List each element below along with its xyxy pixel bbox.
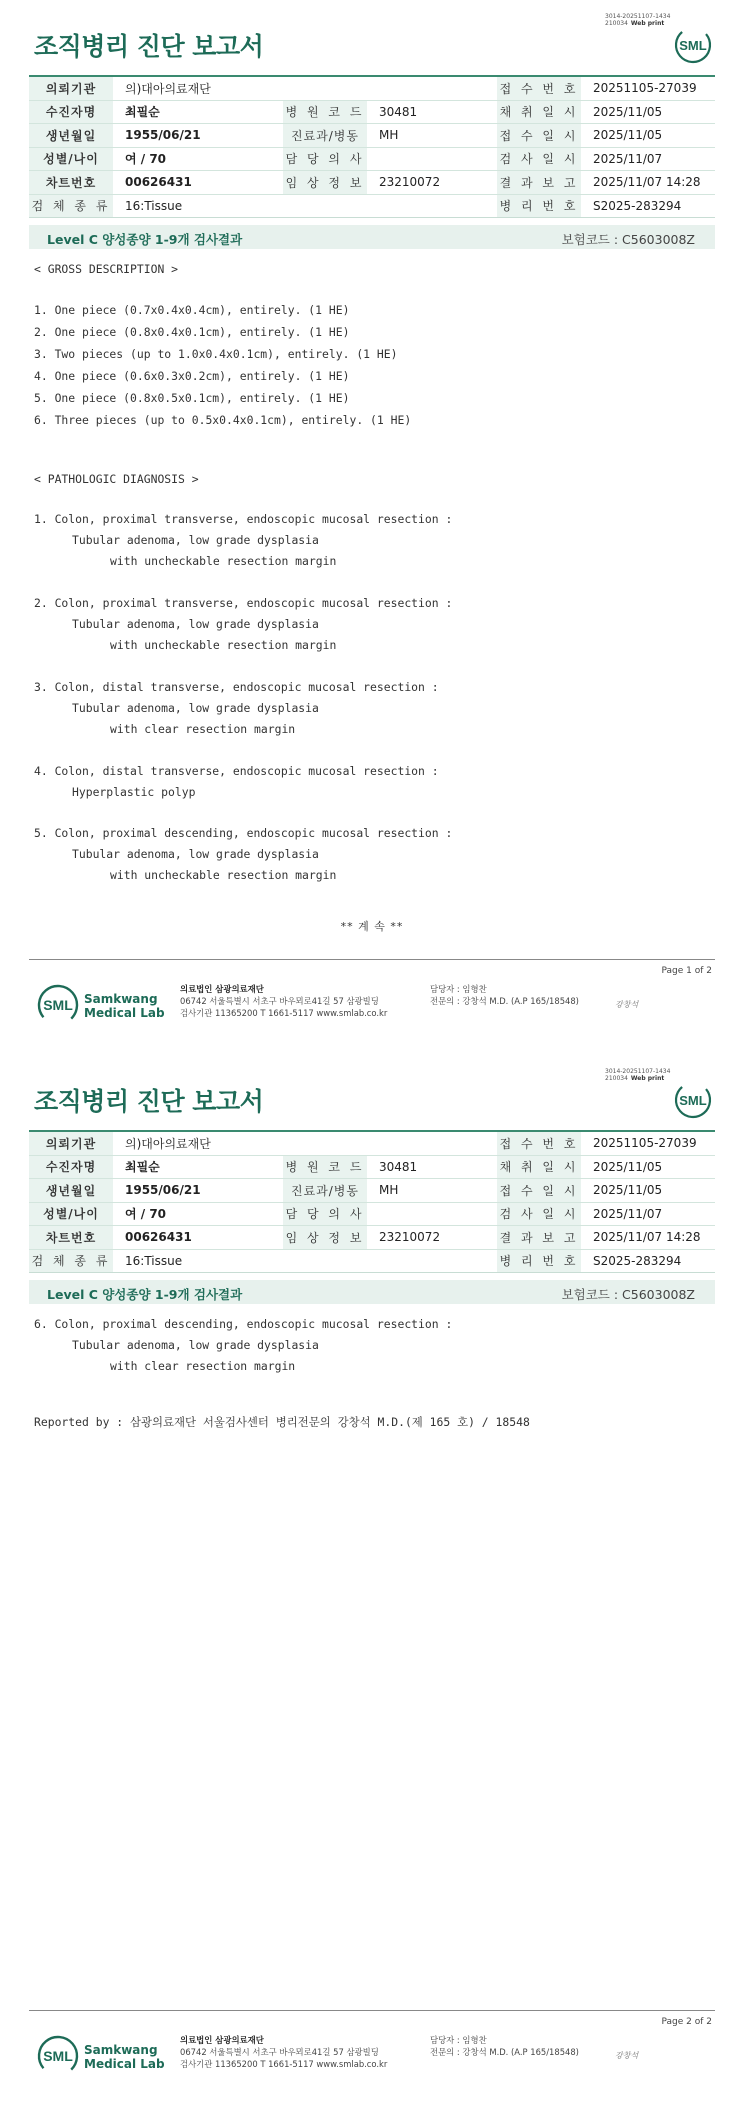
clinical-info-label: 임 상 정 보 bbox=[283, 1226, 367, 1250]
samkwang-logo-icon bbox=[36, 2034, 80, 2078]
institution-value: 의)대아의료재단 bbox=[113, 76, 497, 100]
clinical-info-value: 23210072 bbox=[367, 171, 497, 195]
info-row bbox=[29, 100, 715, 124]
exam-date-value: 2025/11/07 bbox=[581, 147, 715, 171]
doctor-value bbox=[367, 147, 497, 171]
received-date-value: 2025/11/05 bbox=[581, 124, 715, 148]
diagnosis-text: Tubular adenoma, low grade dysplasia bbox=[72, 617, 319, 631]
signature: 강창석 bbox=[615, 2051, 639, 2060]
samkwang-logo-icon bbox=[36, 983, 80, 1027]
svg-text:SML: SML bbox=[679, 38, 707, 53]
footer-organization: 의료법인 삼광의료재단 06742 서울특별시 서초구 바우뫼로41길 57 삼광빌딩 검사기관 11365200 T 1661-5117 www.smlab.co.kr bbox=[180, 2035, 388, 2069]
patient-name-label: 수진자명 bbox=[29, 1155, 113, 1179]
document-id: 3014-20251107-1434 210034 Web print bbox=[605, 1068, 671, 1082]
info-row bbox=[29, 1131, 715, 1155]
diagnosis-margin: with clear resection margin bbox=[110, 1359, 296, 1373]
report-date-value: 2025/11/07 14:28 bbox=[581, 171, 715, 195]
gross-heading: < GROSS DESCRIPTION > bbox=[34, 262, 179, 276]
specimen-type-label: 검 체 종 류 bbox=[29, 194, 113, 218]
receipt-number-label: 접 수 번 호 bbox=[497, 1131, 581, 1155]
info-row bbox=[29, 76, 715, 100]
diagnosis-margin: with uncheckable resection margin bbox=[110, 868, 337, 882]
hospital-code-value: 30481 bbox=[367, 1155, 497, 1179]
diagnosis-site: 6. Colon, proximal descending, endoscopic mucosal resection : bbox=[34, 1317, 453, 1331]
page-number: Page 1 of 2 bbox=[661, 966, 712, 976]
diagnosis-margin: with uncheckable resection margin bbox=[110, 554, 337, 568]
info-row bbox=[29, 124, 715, 148]
pathology-number-label: 병 리 번 호 bbox=[497, 1249, 581, 1273]
info-row bbox=[29, 1179, 715, 1203]
birthdate-value: 1955/06/21 bbox=[113, 1179, 283, 1203]
chart-number-label: 차트번호 bbox=[29, 171, 113, 195]
patient-name-label: 수진자명 bbox=[29, 100, 113, 124]
doctor-value bbox=[367, 1202, 497, 1226]
gross-line: 2. One piece (0.8x0.4x0.1cm), entirely. (1 HE) bbox=[34, 325, 350, 339]
hospital-code-value: 30481 bbox=[367, 100, 497, 124]
birthdate-value: 1955/06/21 bbox=[113, 124, 283, 148]
patient-name-value: 최필순 bbox=[113, 1155, 283, 1179]
diagnosis-heading: < PATHOLOGIC DIAGNOSIS > bbox=[34, 472, 199, 486]
footer-staff: 담당자 : 임형찬 전문의 : 강창석 M.D. (A.P 165/18548) bbox=[430, 984, 579, 1006]
receipt-number-label: 접 수 번 호 bbox=[497, 76, 581, 100]
collection-date-value: 2025/11/05 bbox=[581, 1155, 715, 1179]
diagnosis-site: 1. Colon, proximal transverse, endoscopic mucosal resection : bbox=[34, 512, 453, 526]
clinical-info-label: 임 상 정 보 bbox=[283, 171, 367, 195]
doctor-label: 담 당 의 사 bbox=[283, 147, 367, 171]
result-title: Level C 양성종양 1-9개 검사결과 bbox=[47, 1287, 243, 1302]
footer-divider bbox=[29, 2010, 715, 2011]
report-title: 조직병리 진단 보고서 bbox=[34, 32, 264, 61]
gross-line: 1. One piece (0.7x0.4x0.4cm), entirely. (1 HE) bbox=[34, 303, 350, 317]
result-title-bar bbox=[29, 225, 715, 249]
department-value: MH bbox=[367, 124, 497, 148]
department-label: 진료과/병동 bbox=[283, 124, 367, 148]
diagnosis-margin: with clear resection margin bbox=[110, 722, 296, 736]
gross-line: 3. Two pieces (up to 1.0x0.4x0.1cm), entirely. (1 HE) bbox=[34, 347, 398, 361]
report-page-2 bbox=[0, 1055, 744, 2104]
report-date-value: 2025/11/07 14:28 bbox=[581, 1226, 715, 1250]
info-row bbox=[29, 194, 715, 218]
patient-info-table bbox=[29, 75, 715, 218]
exam-date-value: 2025/11/07 bbox=[581, 1202, 715, 1226]
sex-age-value: 여 / 70 bbox=[113, 147, 283, 171]
institution-value: 의)대아의료재단 bbox=[113, 1131, 497, 1155]
result-title-bar bbox=[29, 1280, 715, 1304]
received-date-label: 접 수 일 시 bbox=[497, 124, 581, 148]
gross-line: 6. Three pieces (up to 0.5x0.4x0.1cm), entirely. (1 HE) bbox=[34, 413, 412, 427]
signature: 강창석 bbox=[615, 1000, 639, 1009]
diagnosis-text: Tubular adenoma, low grade dysplasia bbox=[72, 533, 319, 547]
exam-date-label: 검 사 일 시 bbox=[497, 1202, 581, 1226]
specimen-type-value: 16:Tissue bbox=[113, 1249, 497, 1273]
collection-date-value: 2025/11/05 bbox=[581, 100, 715, 124]
document-id: 3014-20251107-1434 210034 Web print bbox=[605, 13, 671, 27]
report-date-label: 결 과 보 고 bbox=[497, 1226, 581, 1250]
specimen-type-label: 검 체 종 류 bbox=[29, 1249, 113, 1273]
chart-number-value: 00626431 bbox=[113, 171, 283, 195]
patient-info-table bbox=[29, 1130, 715, 1273]
footer-brand: Samkwang Medical Lab bbox=[84, 2043, 165, 2071]
continued-marker: ** 계 속 ** bbox=[340, 920, 404, 933]
diagnosis-site: 2. Colon, proximal transverse, endoscopic mucosal resection : bbox=[34, 596, 453, 610]
department-label: 진료과/병동 bbox=[283, 1179, 367, 1203]
report-date-label: 결 과 보 고 bbox=[497, 171, 581, 195]
diagnosis-text: Tubular adenoma, low grade dysplasia bbox=[72, 701, 319, 715]
footer-organization: 의료법인 삼광의료재단 06742 서울특별시 서초구 바우뫼로41길 57 삼광빌딩 검사기관 11365200 T 1661-5117 www.smlab.co.kr bbox=[180, 984, 388, 1018]
chart-number-value: 00626431 bbox=[113, 1226, 283, 1250]
svg-text:SML: SML bbox=[679, 1093, 707, 1108]
chart-number-label: 차트번호 bbox=[29, 1226, 113, 1250]
hospital-code-label: 병 원 코 드 bbox=[283, 100, 367, 124]
patient-name-value: 최필순 bbox=[113, 100, 283, 124]
clinical-info-value: 23210072 bbox=[367, 1226, 497, 1250]
institution-label: 의뢰기관 bbox=[29, 1131, 113, 1155]
info-row bbox=[29, 1155, 715, 1179]
info-row bbox=[29, 1249, 715, 1273]
info-row bbox=[29, 1226, 715, 1250]
diagnosis-text: Tubular adenoma, low grade dysplasia bbox=[72, 847, 319, 861]
doctor-label: 담 당 의 사 bbox=[283, 1202, 367, 1226]
gross-line: 5. One piece (0.8x0.5x0.1cm), entirely. (1 HE) bbox=[34, 391, 350, 405]
diagnosis-site: 3. Colon, distal transverse, endoscopic mucosal resection : bbox=[34, 680, 439, 694]
diagnosis-text: Tubular adenoma, low grade dysplasia bbox=[72, 1338, 319, 1352]
diagnosis-text: Hyperplastic polyp bbox=[72, 785, 196, 799]
receipt-number-value: 20251105-27039 bbox=[581, 76, 715, 100]
reported-by: Reported by : 삼광의료재단 서울검사센터 병리전문의 강창석 M.D.(제 165 호) / 18548 bbox=[34, 1415, 530, 1429]
info-row bbox=[29, 171, 715, 195]
page-number: Page 2 of 2 bbox=[661, 2017, 712, 2027]
hospital-code-label: 병 원 코 드 bbox=[283, 1155, 367, 1179]
footer-divider bbox=[29, 959, 715, 960]
pathology-number-label: 병 리 번 호 bbox=[497, 194, 581, 218]
received-date-label: 접 수 일 시 bbox=[497, 1179, 581, 1203]
received-date-value: 2025/11/05 bbox=[581, 1179, 715, 1203]
pathology-number-value: S2025-283294 bbox=[581, 1249, 715, 1273]
report-title: 조직병리 진단 보고서 bbox=[34, 1087, 264, 1116]
sml-logo-icon bbox=[673, 1080, 713, 1120]
pathology-number-value: S2025-283294 bbox=[581, 194, 715, 218]
diagnosis-margin: with uncheckable resection margin bbox=[110, 638, 337, 652]
receipt-number-value: 20251105-27039 bbox=[581, 1131, 715, 1155]
specimen-type-value: 16:Tissue bbox=[113, 194, 497, 218]
footer-brand: Samkwang Medical Lab bbox=[84, 992, 165, 1020]
result-title: Level C 양성종양 1-9개 검사결과 bbox=[47, 232, 243, 247]
gross-line: 4. One piece (0.6x0.3x0.2cm), entirely. (1 HE) bbox=[34, 369, 350, 383]
footer-staff: 담당자 : 임형찬 전문의 : 강창석 M.D. (A.P 165/18548) bbox=[430, 2035, 579, 2057]
collection-date-label: 채 취 일 시 bbox=[497, 1155, 581, 1179]
info-row bbox=[29, 1202, 715, 1226]
svg-text:SML: SML bbox=[43, 997, 73, 1013]
sex-age-label: 성별/나이 bbox=[29, 1202, 113, 1226]
sml-logo-icon bbox=[673, 25, 713, 65]
sex-age-label: 성별/나이 bbox=[29, 147, 113, 171]
diagnosis-site: 4. Colon, distal transverse, endoscopic mucosal resection : bbox=[34, 764, 439, 778]
sex-age-value: 여 / 70 bbox=[113, 1202, 283, 1226]
birthdate-label: 생년월일 bbox=[29, 124, 113, 148]
exam-date-label: 검 사 일 시 bbox=[497, 147, 581, 171]
info-row bbox=[29, 147, 715, 171]
department-value: MH bbox=[367, 1179, 497, 1203]
insurance-code: 보험코드 : C5603008Z bbox=[561, 1287, 695, 1302]
collection-date-label: 채 취 일 시 bbox=[497, 100, 581, 124]
institution-label: 의뢰기관 bbox=[29, 76, 113, 100]
svg-text:SML: SML bbox=[43, 2048, 73, 2064]
insurance-code: 보험코드 : C5603008Z bbox=[561, 232, 695, 247]
birthdate-label: 생년월일 bbox=[29, 1179, 113, 1203]
diagnosis-site: 5. Colon, proximal descending, endoscopic mucosal resection : bbox=[34, 826, 453, 840]
